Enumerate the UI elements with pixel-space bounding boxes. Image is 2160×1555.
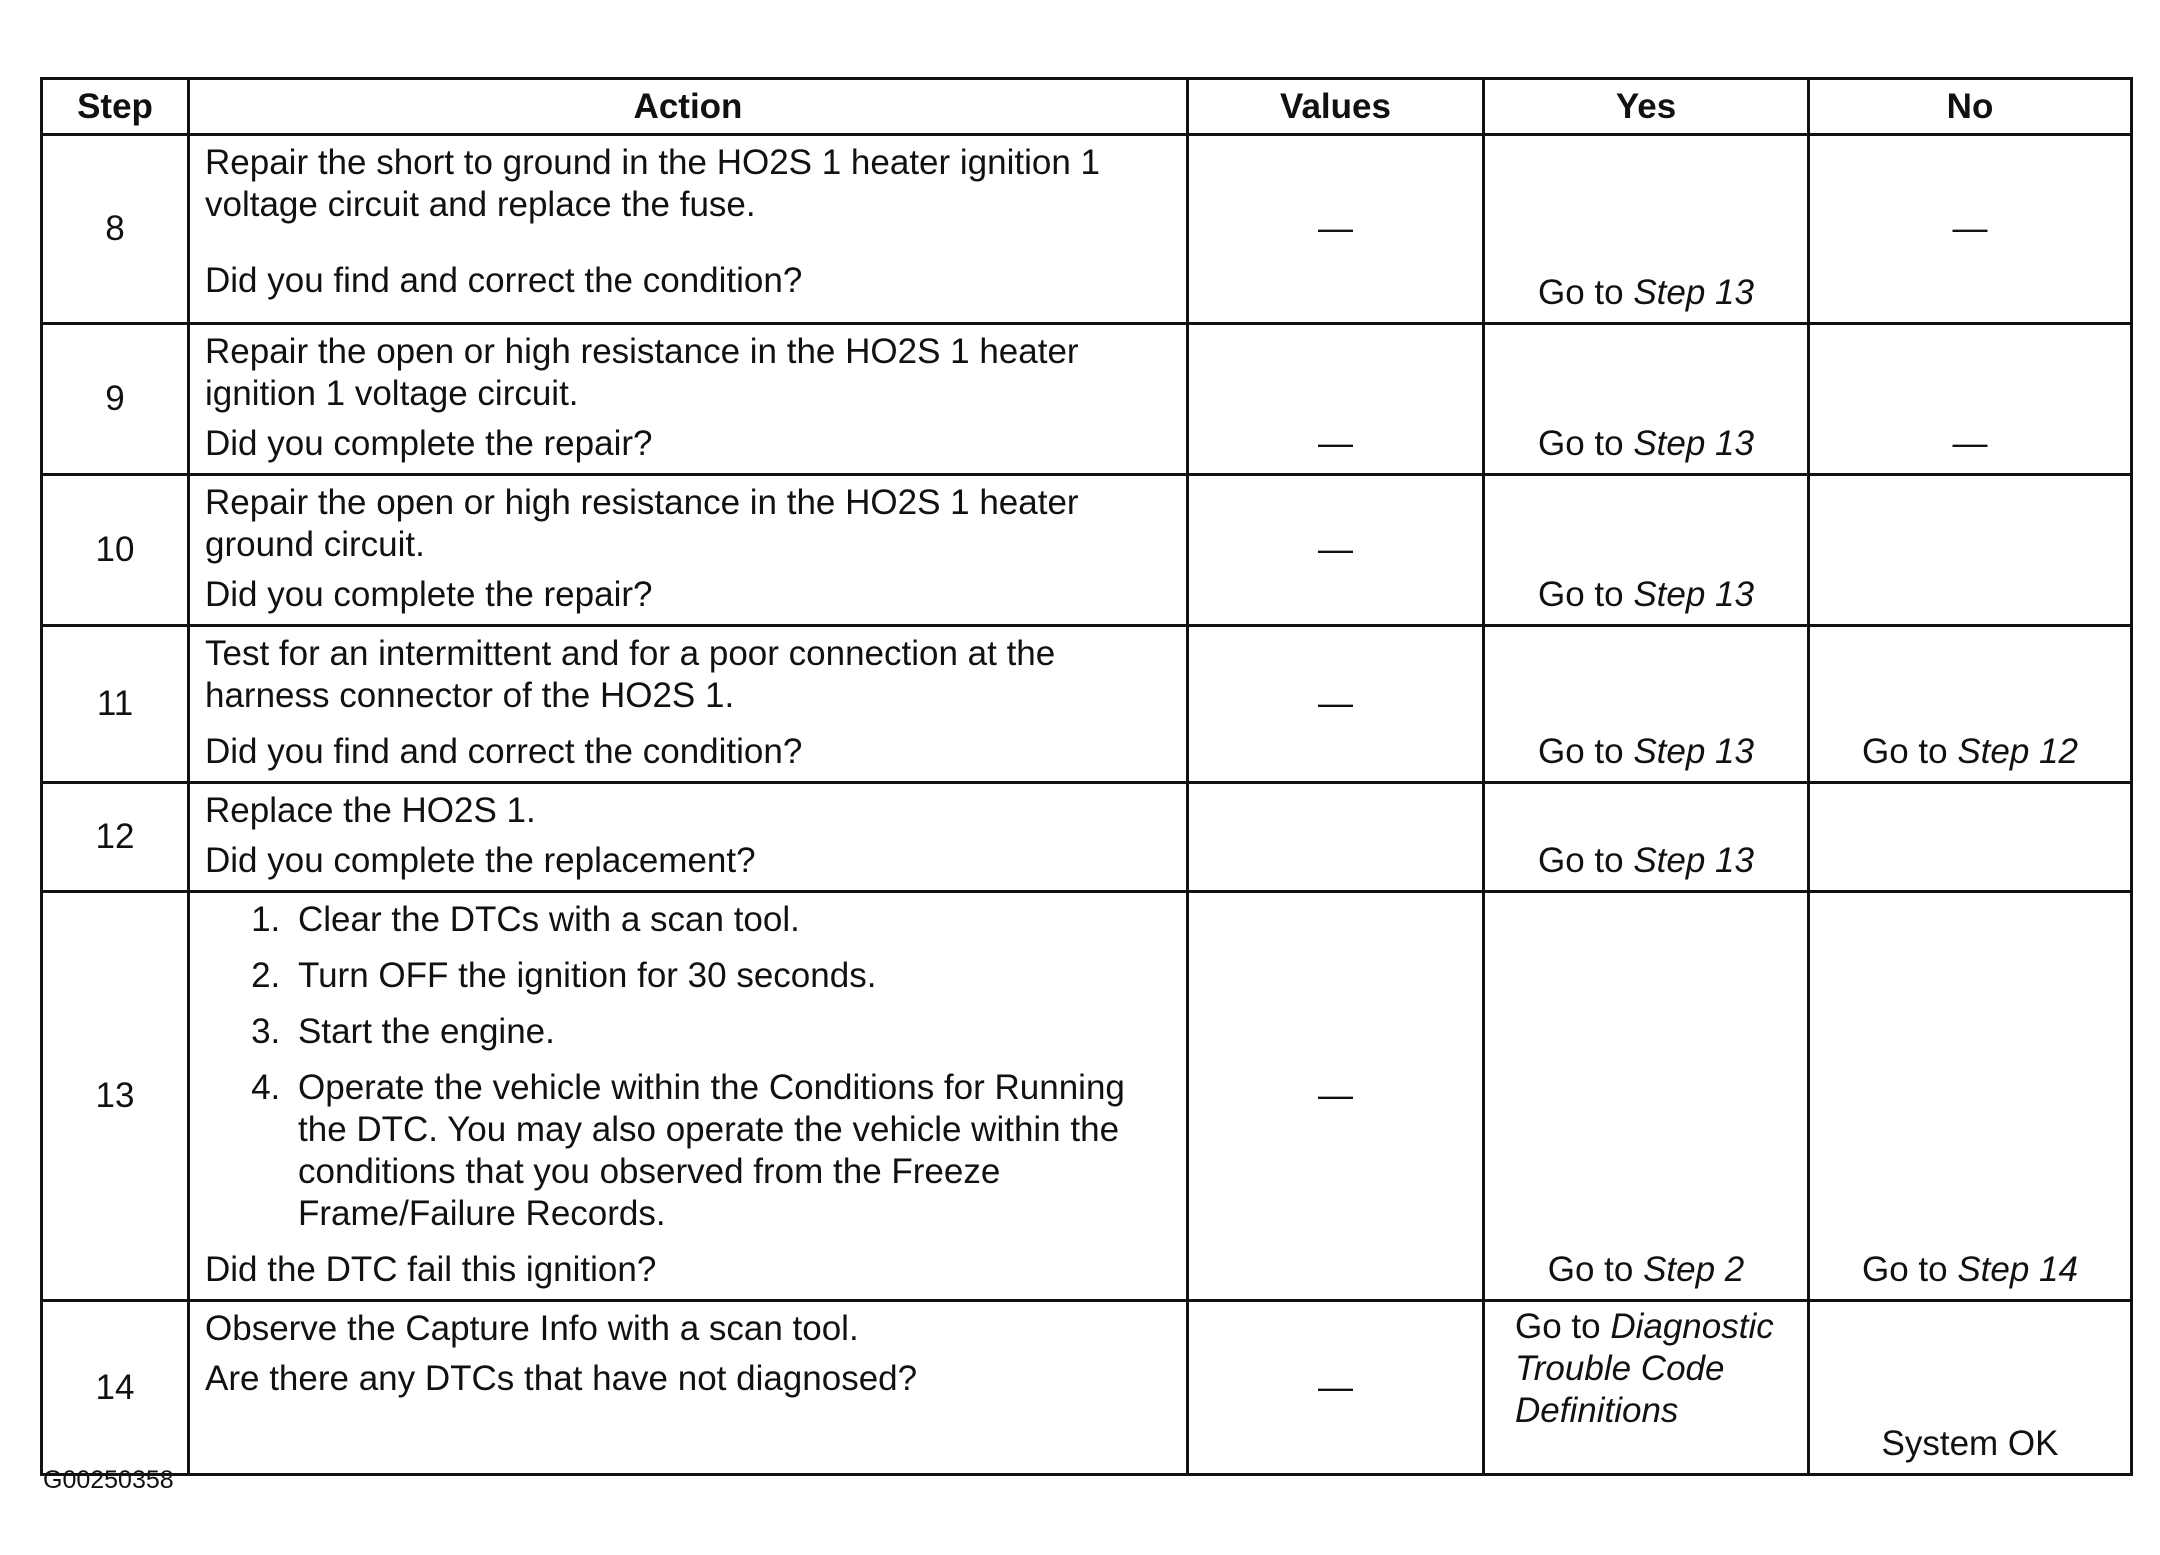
yes-cell[interactable] [1484,324,1809,475]
action-question: Are there any DTCs that have not diagnosed? [205,1359,918,1398]
action-text: Repair the open or high resistance in the HO2S 1 heater ground circuit. [205,483,1079,564]
table-row-step-8 [42,135,2132,324]
step-number: 9 [42,324,189,475]
action-question: Did you find and correct the condition? [205,261,803,300]
action-cell [189,475,1188,626]
yes-cell[interactable] [1484,892,1809,1301]
yes-cell[interactable] [1484,626,1809,783]
yes-definitions-link[interactable]: Diagnostic Trouble Code Definitions [1515,1307,1774,1430]
yes-prefix: Go to [1538,732,1634,771]
action-cell [189,783,1188,892]
list-item: 2. Turn OFF the ignition for 30 seconds. [290,955,1172,997]
no-cell [1809,475,2132,626]
no-cell: — [1809,324,2132,475]
list-item: 3. Start the engine. [290,1011,1172,1053]
table-row-step-10 [42,475,2132,626]
list-item: 4. Operate the vehicle within the Conditions for Running the DTC. You may also operate the vehicle within the conditions that you observed from the Freeze Frame/Failure Records. [290,1067,1172,1235]
yes-step-link[interactable]: Step 13 [1633,732,1754,771]
yes-prefix: Go to [1547,1250,1644,1289]
header-row [42,79,2132,135]
step-number: 11 [42,626,189,783]
no-cell[interactable] [1809,626,2132,783]
header-yes: Yes [1484,79,1809,135]
list-item: 1. Clear the DTCs with a scan tool. [290,899,1172,941]
yes-step-link[interactable]: Step 13 [1633,575,1754,614]
step-number: 13 [42,892,189,1301]
procedure-list [205,899,1172,1235]
action-question: Did the DTC fail this ignition? [205,1250,657,1289]
yes-prefix: Go to [1538,575,1634,614]
action-cell [189,892,1188,1301]
yes-step-link[interactable]: Step 13 [1633,273,1754,312]
yes-prefix: Go to [1538,273,1634,312]
yes-cell[interactable] [1484,135,1809,324]
yes-cell[interactable] [1484,475,1809,626]
action-question: Did you complete the repair? [205,424,653,463]
table-row-step-12 [42,783,2132,892]
diagnostic-table [40,77,2133,1476]
header-values: Values [1188,79,1484,135]
action-cell [189,135,1188,324]
values-cell: — [1188,324,1484,475]
action-question: Did you find and correct the condition? [205,732,803,771]
no-step-link[interactable]: Step 12 [1957,732,2078,771]
values-cell: — [1188,626,1484,783]
values-cell: — [1188,1301,1484,1475]
table-row-step-9 [42,324,2132,475]
step-number: 10 [42,475,189,626]
header-no: No [1809,79,2132,135]
step-number: 14 [42,1301,189,1475]
values-cell: — [1188,135,1484,324]
table-row-step-14 [42,1301,2132,1475]
action-question: Did you complete the repair? [205,575,653,614]
values-cell: — [1188,475,1484,626]
action-cell [189,626,1188,783]
no-cell: — [1809,135,2132,324]
no-prefix: Go to [1862,1250,1958,1289]
no-prefix: Go to [1862,732,1958,771]
header-step: Step [42,79,189,135]
action-text: Replace the HO2S 1. [205,791,536,830]
yes-step-link[interactable]: Step 2 [1643,1250,1745,1289]
action-cell [189,324,1188,475]
action-question: Did you complete the replacement? [205,841,756,880]
figure-id: G00250358 [43,1466,174,1494]
yes-prefix: Go to [1538,424,1634,463]
table-row-step-11 [42,626,2132,783]
table-row-step-13 [42,892,2132,1301]
yes-prefix: Go to [1515,1307,1611,1346]
yes-step-link[interactable]: Step 13 [1633,841,1754,880]
yes-cell[interactable] [1484,783,1809,892]
no-cell: System OK [1809,1301,2132,1475]
header-action: Action [189,79,1188,135]
yes-cell[interactable] [1484,1301,1809,1475]
action-text: Test for an intermittent and for a poor connection at the harness connector of the HO2S 1. [205,634,1056,715]
yes-step-link[interactable]: Step 13 [1633,424,1754,463]
values-cell [1188,783,1484,892]
values-cell: — [1188,892,1484,1301]
action-text: Repair the open or high resistance in the HO2S 1 heater ignition 1 voltage circuit. [205,332,1079,413]
action-text: Repair the short to ground in the HO2S 1 heater ignition 1 voltage circuit and replace the fuse. [205,143,1100,224]
action-text: Observe the Capture Info with a scan tool. [205,1309,859,1348]
yes-prefix: Go to [1538,841,1634,880]
step-number: 12 [42,783,189,892]
step-number: 8 [42,135,189,324]
no-step-link[interactable]: Step 14 [1957,1250,2078,1289]
action-cell [189,1301,1188,1475]
no-cell [1809,783,2132,892]
no-cell[interactable] [1809,892,2132,1301]
